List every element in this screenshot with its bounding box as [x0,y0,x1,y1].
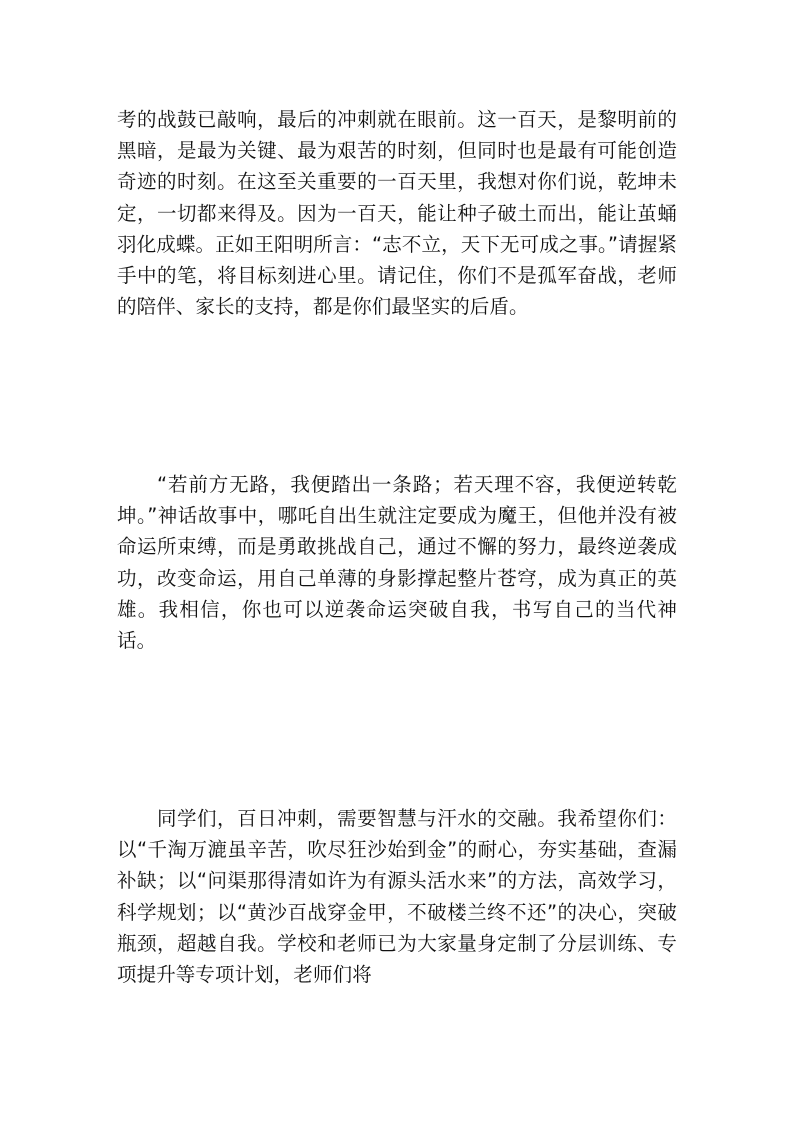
paragraph-2 [117,469,677,656]
paragraph-3 [117,803,677,990]
paragraph-text: “若前方无路，我便踏出一条路；若天理不容，我便逆转乾坤。”神话故事中，哪吒自出生就注定要成为魔王，但他并没有被命运所束缚，而是勇敢挑战自己，通过不懈的努力，最终逆袭成功，改变命运，用自己单薄的身影撑起整片苍穹，成为真正的英雄。我相信，你也可以逆袭命运突破自我，书写自己的当代神话。 [117,473,677,653]
paragraph-1 [117,104,677,322]
paragraph-text: 同学们，百日冲刺，需要智慧与汗水的交融。我希望你们：以“千淘万漉虽辛苦，吹尽狂沙始到金”的耐心，夯实基础，查漏补缺；以“问渠那得清如许为有源头活水来”的方法，高效学习，科学规划；以“黄沙百战穿金甲，不破楼兰终不还”的决心，突破瓶颈，超越自我。学校和老师已为大家量身定制了分层训练、专项提升等专项计划，老师们将 [117,807,677,987]
paragraph-text: 考的战鼓已敲响，最后的冲刺就在眼前。这一百天，是黎明前的黑暗，是最为关键、最为艰苦的时刻，但同时也是最有可能创造奇迹的时刻。在这至关重要的一百天里，我想对你们说，乾坤未定，一切都来得及。因为一百天，能让种子破土而出，能让茧蛹羽化成蝶。正如王阳明所言：“志不立，天下无可成之事。”请握紧手中的笔，将目标刻进心里。请记住，你们不是孤军奋战，老师的陪伴、家长的支持，都是你们最坚实的后盾。 [117,108,677,319]
